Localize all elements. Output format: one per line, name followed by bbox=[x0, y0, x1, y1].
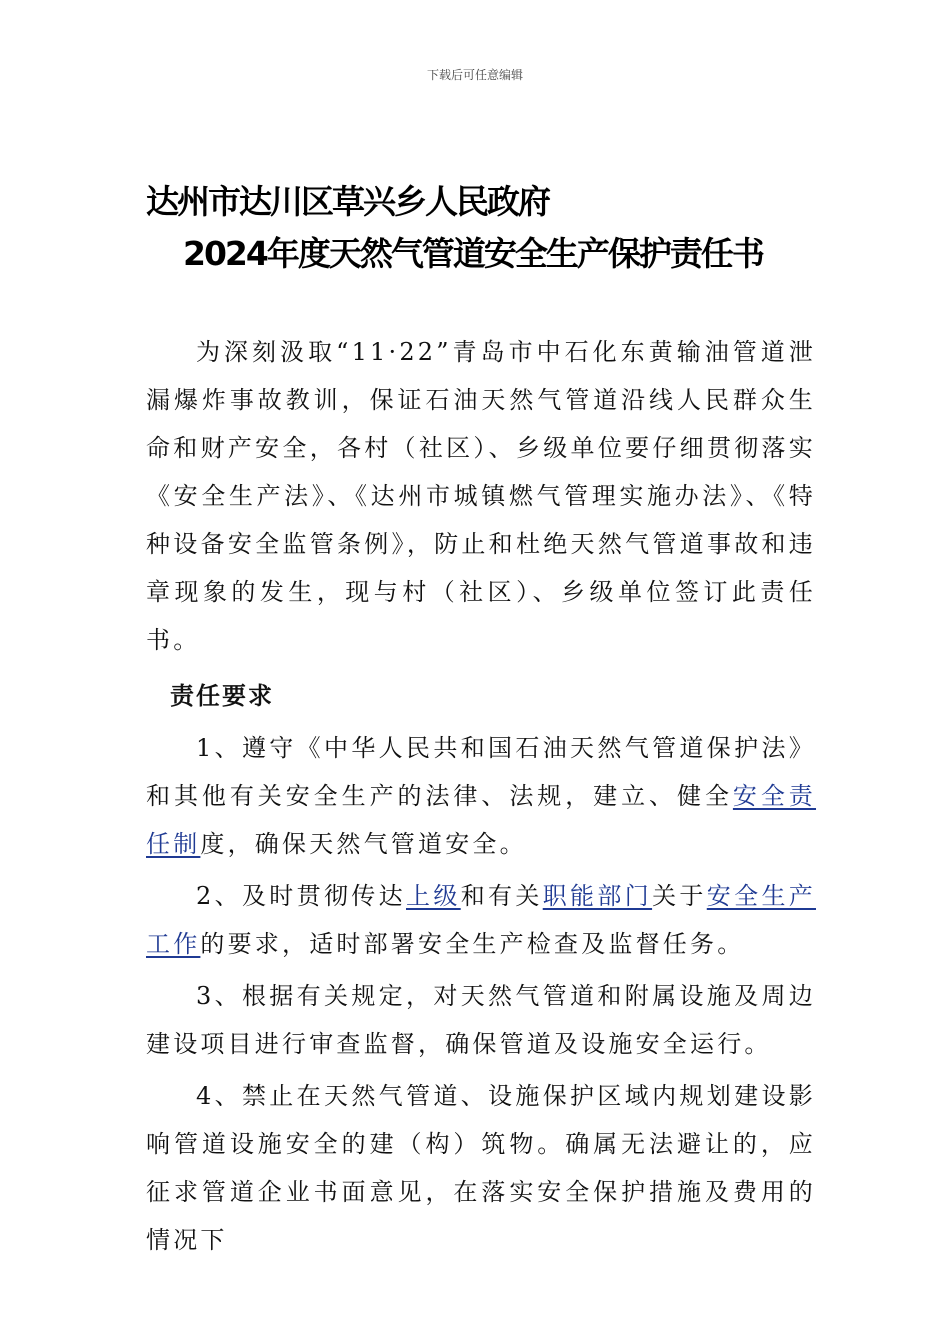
requirement-item-3: 3、根据有关规定，对天然气管道和附属设施及周边建设项目进行审查监督，确保管道及设施安全运行。 bbox=[146, 982, 816, 1058]
superior-link[interactable]: 上级 bbox=[406, 882, 461, 910]
intro-paragraph: 为深刻汲取“11·22”青岛市中石化东黄输油管道泄漏爆炸事故教训，保证石油天然气管道沿线人民群众生命和财产安全，各村（社区）、乡级单位要仔细贯彻落实《安全生产法》、《达州市城镇燃气管理实施办法》、《特种设备安全监管条例》，防止和杜绝天然气管道事故和违章现象的发生，现与村（社区）、乡级单位签订此责任书。 bbox=[146, 338, 816, 654]
functional-department-link[interactable]: 职能部门 bbox=[542, 882, 653, 910]
item-2-text-c: 关于 bbox=[652, 882, 707, 910]
safety-responsibility-link[interactable]: 安全责任制 bbox=[146, 782, 817, 858]
document-title-line-2: 2024年度天然气管道安全生产保护责任书 bbox=[183, 234, 763, 273]
item-1-text-b: 度，确保天然气管道安全。 bbox=[200, 830, 527, 858]
requirement-item-1 bbox=[146, 724, 816, 868]
section-heading: 责任要求 bbox=[170, 682, 274, 710]
requirement-item-4: 4、禁止在天然气管道、设施保护区域内规划建设影响管道设施安全的建（构）筑物。确属无法避让的，应征求管道企业书面意见，在落实安全保护措施及费用的情况下 bbox=[146, 1082, 816, 1254]
intro-section bbox=[146, 328, 816, 664]
item-2-text-d: 的要求，适时部署安全生产检查及监督任务。 bbox=[200, 930, 745, 958]
item-2-text-a: 2、及时贯彻传达 bbox=[196, 882, 406, 910]
item-1-text-a: 1、遵守《中华人民共和国石油天然气管道保护法》和其他有关安全生产的法律、法规，建立、健全 bbox=[146, 734, 816, 810]
safety-production-work-link[interactable]: 安全生产工作 bbox=[146, 882, 816, 958]
requirement-item-2 bbox=[146, 872, 816, 968]
requirements-list bbox=[146, 724, 816, 1268]
document-title-line-1: 达州市达川区草兴乡人民政府 bbox=[146, 182, 549, 221]
page-header: 下载后可任意编辑 bbox=[426, 68, 523, 82]
item-2-text-b: 和有关 bbox=[460, 882, 543, 910]
